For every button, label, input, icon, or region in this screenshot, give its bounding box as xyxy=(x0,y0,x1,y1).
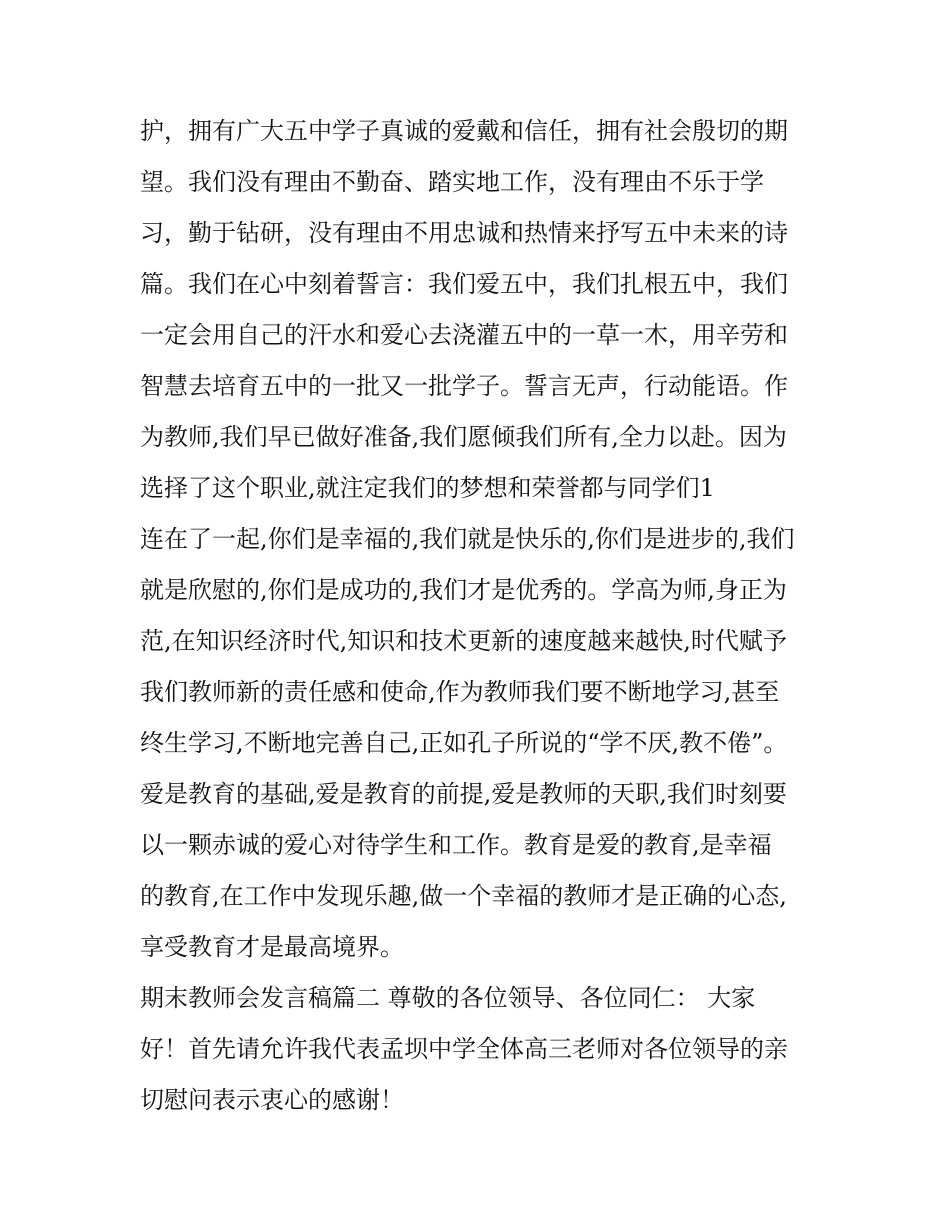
text-line: 享受教育才是最高境界。 xyxy=(140,933,404,961)
text-line: 的教育,在工作中发现乐趣,做一个幸福的教师才是正确的心态, xyxy=(140,882,787,910)
text-line: 爱是教育的基础,爱是教育的前提,爱是教师的天职,我们时刻要 xyxy=(140,780,787,808)
text-line: 就是欣慰的,你们是成功的,我们才是优秀的。学高为师,身正为 xyxy=(140,576,787,604)
text-line: 以一颗赤诚的爱心对待学生和工作。教育是爱的教育,是幸福 xyxy=(140,831,772,859)
text-line: 篇。我们在心中刻着誓言：我们爱五中，我们扎根五中，我们 xyxy=(140,270,788,298)
text-line: 切慰问表示衷心的感谢！ xyxy=(140,1086,404,1114)
text-line: 护，拥有广大五中学子真诚的爱戴和信任，拥有社会殷切的期 xyxy=(140,117,788,145)
text-line: 好！首先请允许我代表孟坝中学全体高三老师对各位领导的亲 xyxy=(140,1035,788,1063)
text-line: 为教师,我们早已做好准备,我们愿倾我们所有,全力以赴。因为 xyxy=(140,423,787,451)
document-body xyxy=(140,112,820,1132)
text-line: 范,在知识经济时代,知识和技术更新的速度越来越快,时代赋予 xyxy=(140,627,787,655)
text-line: 习，勤于钻研，没有理由不用忠诚和热情来抒写五中未来的诗 xyxy=(140,219,788,247)
section-heading-line: 期末教师会发言稿篇二 尊敬的各位领导、各位同仁： 大家 xyxy=(140,984,756,1012)
text-line: 智慧去培育五中的一批又一批学子。誓言无声，行动能语。作 xyxy=(140,372,788,400)
text-line: 望。我们没有理由不勤奋、踏实地工作，没有理由不乐于学 xyxy=(140,168,764,196)
text-line: 一定会用自己的汗水和爱心去浇灌五中的一草一木，用辛劳和 xyxy=(140,321,788,349)
text-line: 连在了一起,你们是幸福的,我们就是快乐的,你们是进步的,我们 xyxy=(140,525,795,553)
text-line: 选择了这个职业,就注定我们的梦想和荣誉都与同学们1 xyxy=(140,474,715,502)
text-line: 我们教师新的责任感和使命,作为教师我们要不断地学习,甚至 xyxy=(140,678,780,706)
text-line: 终生学习,不断地完善自己,正如孔子所说的“学不厌,教不倦”。 xyxy=(140,729,788,757)
